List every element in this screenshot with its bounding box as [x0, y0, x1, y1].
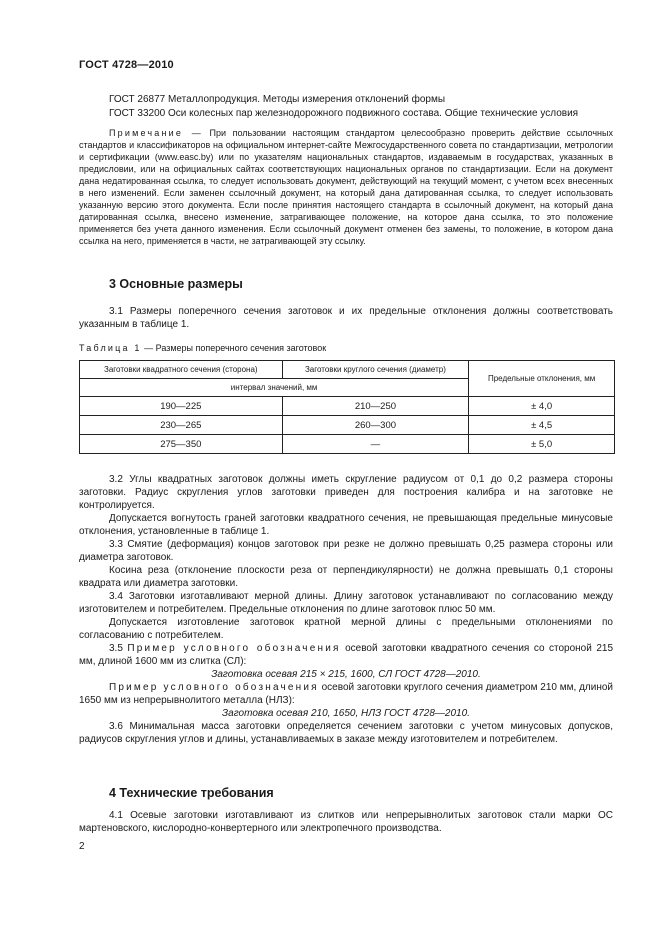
section-3-heading: 3 Основные размеры [109, 277, 243, 291]
column-subheader-interval: интервал значений, мм [80, 379, 469, 397]
table-caption-label: Таблица 1 [79, 343, 142, 353]
cell-square: 275—350 [80, 435, 283, 454]
designation-example-1: Заготовка осевая 215 × 215, 1600, СЛ ГОСТ 4728—2010. [211, 669, 481, 680]
paragraphs-3-2-to-3-6 [79, 473, 613, 746]
table-caption-text: — Размеры поперечного сечения заготовок [141, 343, 327, 353]
note-text: При пользовании настоящим стандартом целесообразно проверить действие ссылочных стандартов и классификаторов на официальном интернет-сайте Межгосударственного совета по стандартизации, метрологии и сертификации (www.easc.by) или по указателям национальных стандартов, издаваемым в государствах, указанных в предисловии, или на официальных сайтах соответствующих национальных органов по стандартизации. Если на документ дана недатированная ссылка, то следует использовать документ, действующий на текущий момент, с учетом всех внесенных в него изменений. Если заменен ссылочный документ, на который дана датированная ссылка, то следует использовать указанную версию этого документа. Если после принятия настоящего стандарта в ссылочный документ, на который дана датированная ссылка, внесено изменение, затрагивающее положение, на которое дана ссылка, то это положение применяется без учета данного изменения. Если ссылочный документ отменен без замены, то положение, в котором дана ссылка на него, применяется в части, не затрагивающей эту ссылку. [79, 128, 613, 246]
cell-round: 210—250 [282, 397, 469, 416]
paragraph-3-6: 3.6 Минимальная масса заготовки определяется сечением заготовки с учетом минусовых допусков, радиусов скругления углов и длины, устанавливаемых в заказе между изготовителем и потребителем. [79, 721, 613, 745]
cell-deviation: ± 4,5 [469, 416, 615, 435]
note-paragraph [79, 127, 613, 247]
paragraph-3-5 [79, 642, 613, 668]
table-row [80, 435, 615, 454]
designation-label: Пример условного обозначения [127, 643, 341, 654]
table-caption [79, 343, 326, 353]
column-header-round: Заготовки круглого сечения (диаметр) [282, 361, 469, 379]
paragraph-3-2: 3.2 Углы квадратных заготовок должны иметь скругление радиусом от 0,1 до 0,2 размера стороны заготовки. Радиус скругления углов заготовки приведен для построения калибра и на заготовке не контролируется. [79, 474, 613, 511]
designation-label: Пример условного обозначения [109, 682, 319, 693]
paragraph-3-3: 3.3 Смятие (деформация) концов заготовок при резке не должно превышать 0,25 размера стороны или диаметра заготовок. [79, 539, 613, 563]
document-header: ГОСТ 4728—2010 [79, 59, 174, 71]
paragraph-3-1: 3.1 Размеры поперечного сечения заготовок и их предельные отклонения должны соответствовать указанным в таблице 1. [79, 306, 613, 330]
reference-item: ГОСТ 33200 Оси колесных пар железнодорожного подвижного состава. Общие технические условия [109, 108, 579, 119]
cell-square: 230—265 [80, 416, 283, 435]
cell-round: 260—300 [282, 416, 469, 435]
normative-references [109, 93, 578, 121]
table-row [80, 416, 615, 435]
cell-deviation: ± 5,0 [469, 435, 615, 454]
paragraph-3-2-b: Допускается вогнутость граней заготовки квадратного сечения, не превышающая предельные минусовые отклонения, установленные в таблице 1. [79, 513, 613, 537]
paragraph-3-4-b: Допускается изготовление заготовок кратной мерной длины с предельными отклонениями по согласованию с потребителем. [79, 617, 613, 641]
table-row [80, 397, 615, 416]
paragraph-3-3-b: Косина реза (отклонение плоскости реза от перпендикулярности) не должна превышать 0,1 стороны квадрата или диаметра заготовки. [79, 565, 613, 589]
cell-square: 190—225 [80, 397, 283, 416]
paragraph-4-1: 4.1 Осевые заготовки изготавливают из слитков или непрерывнолитых заготовок стали марки ОС мартеновского, кислородно-конвертерного или электропечного производства. [79, 810, 613, 834]
paragraph-3-4: 3.4 Заготовки изготавливают мерной длины. Длину заготовок устанавливают по согласованию между изготовителем и потребителем. Предельные отклонения по длине заготовок плюс 50 мм. [79, 591, 613, 615]
page-number: 2 [79, 841, 85, 852]
cell-deviation: ± 4,0 [469, 397, 615, 416]
cell-round: — [282, 435, 469, 454]
reference-item: ГОСТ 26877 Металлопродукция. Методы измерения отклонений формы [109, 94, 446, 105]
paragraph-3-5-b [79, 681, 613, 707]
note-label: Примечание — [109, 128, 204, 138]
column-header-square: Заготовки квадратного сечения (сторона) [80, 361, 283, 379]
section-4-heading: 4 Технические требования [109, 786, 274, 800]
column-header-deviation: Предельные отклонения, мм [469, 361, 615, 397]
paragraph-3-5-text: осевой заготовки квадратного сечения со стороной 215 мм, длиной 1600 мм из слитка (СЛ): [79, 643, 614, 667]
table-1 [79, 360, 615, 454]
designation-example-2: Заготовка осевая 210, 1650, НЛЗ ГОСТ 4728—2010. [222, 708, 470, 719]
paragraph-3-5-b-text: осевой заготовки круглого сечения диаметром 210 мм, длиной 1650 мм из непрерывнолитого металла (НЛЗ): [79, 682, 613, 706]
paragraph-3-5-number: 3.5 [109, 643, 128, 654]
